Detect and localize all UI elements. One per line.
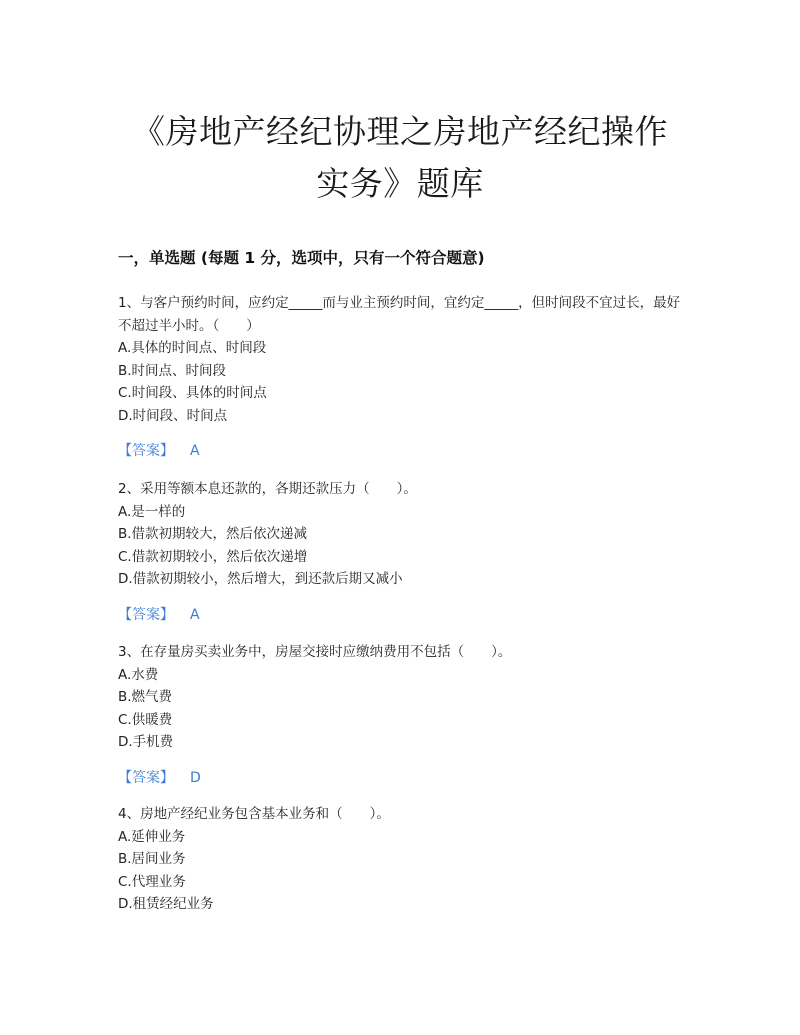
document-title-line-1: 《房地产经纪协理之房地产经纪操作	[132, 112, 668, 151]
answer-value: D	[190, 769, 201, 786]
option-c: C.借款初期较小，然后依次递增	[118, 548, 308, 565]
option-a: A.延伸业务	[118, 828, 186, 845]
option-b: B.燃气费	[118, 689, 173, 705]
answer-value: A	[190, 606, 200, 623]
question-stem: 1、与客户预约时间，应约定_____而与业主预约时间，宜约定_____，但时间段不宜过长，最好不超过半小时。（ ）	[118, 295, 681, 334]
question-stem: 2、采用等额本息还款的，各期还款压力（ ）。	[118, 481, 417, 497]
question-stem: 3、在存量房买卖业务中，房屋交接时应缴纳费用不包括（ ）。	[118, 644, 512, 660]
option-c: C.代理业务	[118, 873, 186, 890]
question-2	[118, 478, 688, 626]
option-a: A.具体的时间点、时间段	[118, 340, 267, 356]
question-1	[118, 292, 688, 462]
option-b: B.居间业务	[118, 851, 186, 867]
document-title	[100, 106, 700, 210]
option-c: C.时间段、具体的时间点	[118, 385, 267, 401]
answer-label: 【答案】	[118, 769, 174, 786]
option-b: B.时间点、时间段	[118, 362, 227, 379]
answer-line	[118, 604, 688, 626]
option-d: D.借款初期较小，然后增大，到还款后期又减小	[118, 571, 403, 587]
section-heading: 一，单选题 (每题 1 分，选项中，只有一个符合题意)	[118, 249, 485, 267]
option-b: B.借款初期较大，然后依次递减	[118, 526, 308, 542]
answer-line	[118, 767, 688, 789]
option-d: D.手机费	[118, 734, 174, 750]
option-a: A.是一样的	[118, 503, 186, 520]
answer-line	[118, 440, 688, 462]
question-3	[118, 641, 688, 789]
answer-value: A	[190, 443, 200, 459]
option-d: D.时间段、时间点	[118, 407, 228, 424]
option-d: D.租赁经纪业务	[118, 896, 214, 912]
option-c: C.供暖费	[118, 711, 173, 728]
question-4	[118, 803, 688, 916]
answer-label: 【答案】	[118, 443, 174, 459]
question-stem: 4、房地产经纪业务包含基本业务和（ ）。	[118, 806, 390, 822]
option-a: A.水费	[118, 666, 159, 683]
answer-label: 【答案】	[118, 606, 174, 623]
document-title-line-2: 实务》题库	[316, 164, 484, 203]
